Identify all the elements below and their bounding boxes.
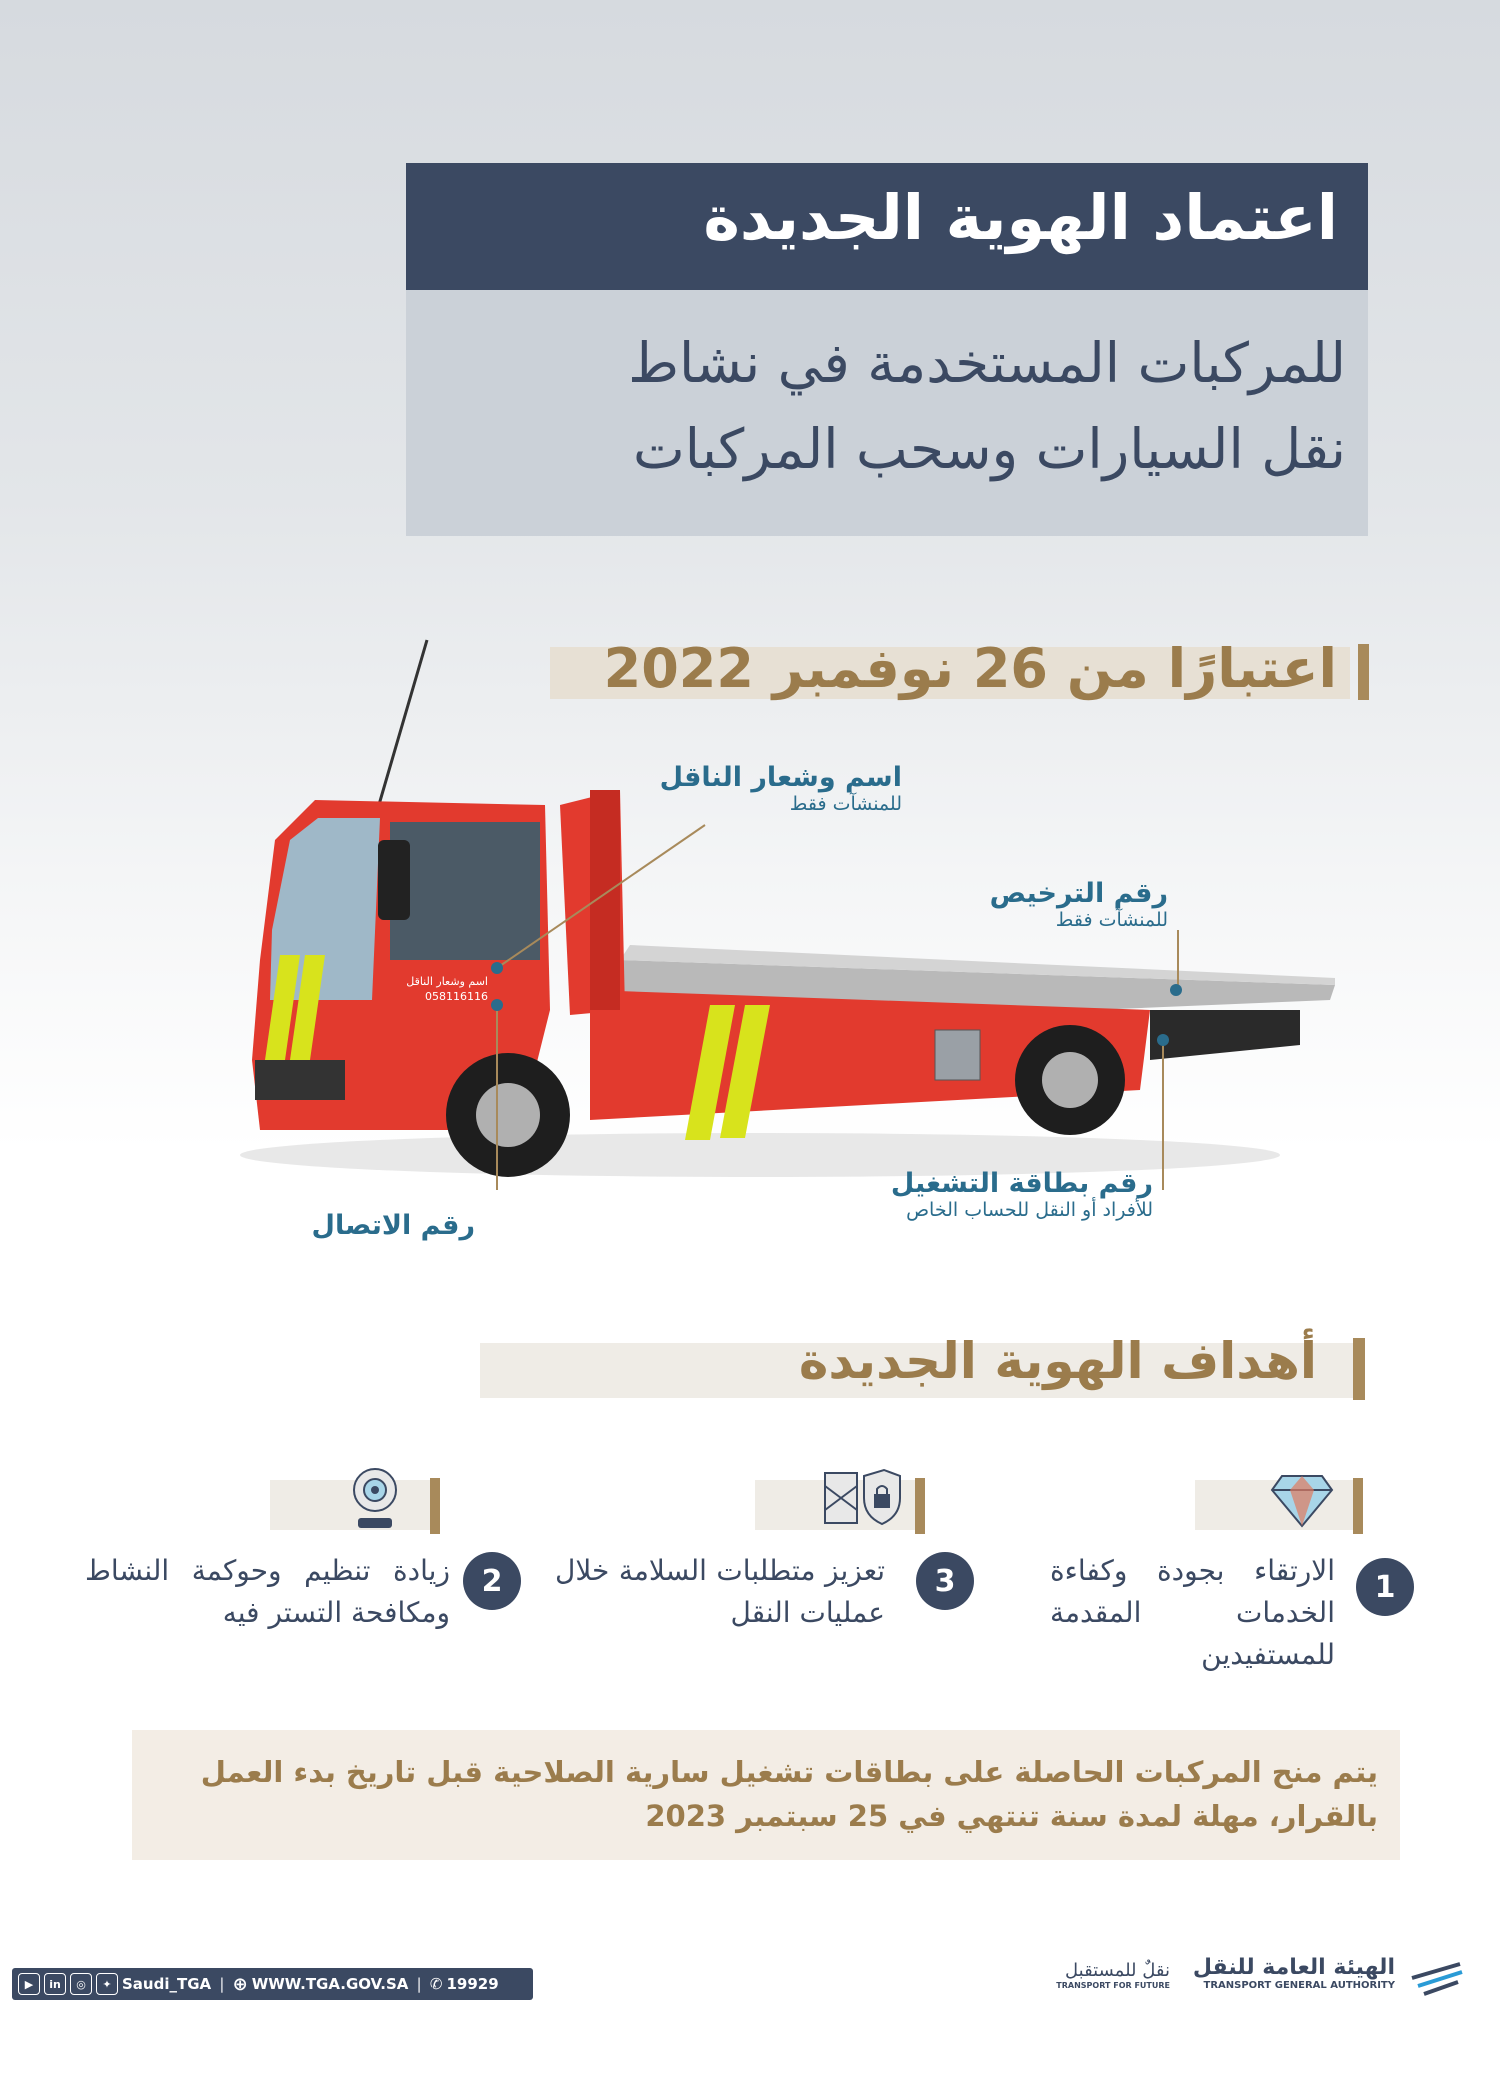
subtitle-line-1: للمركبات المستخدمة في نشاط	[628, 331, 1346, 395]
tow-truck-illustration	[240, 630, 1350, 1190]
webcam-icon	[350, 1466, 400, 1532]
authority-name-ar: الهيئة العامة للنقل	[1192, 1955, 1395, 1980]
phone-number[interactable]: 19929	[446, 1975, 499, 1993]
callout-carrier-title: اسم وشعار الناقل	[659, 762, 902, 793]
subtitle-line-2: نقل السيارات وسحب المركبات	[633, 417, 1346, 481]
footer-contact-bar	[12, 1968, 533, 2000]
goal-2-text: زيادة تنظيم وحوكمة النشاط ومكافحة التستر فيه	[85, 1554, 450, 1629]
note-box	[132, 1730, 1400, 1860]
goal-1-text: الارتقاء بجودة وكفاءة الخدمات المقدمة للمستفيدين	[1050, 1554, 1335, 1671]
subtitle-panel	[406, 290, 1368, 536]
callout-carrier-name	[502, 762, 902, 815]
slogan-logo-text	[1056, 1960, 1170, 1990]
twitter-icon[interactable]: ✦	[96, 1973, 118, 1995]
goals-accent-bar	[1353, 1338, 1365, 1400]
title-banner	[406, 163, 1368, 290]
goal-1-bar	[1353, 1478, 1363, 1534]
goal-1-number: 1	[1356, 1558, 1414, 1616]
callout-license-title: رقم الترخيص	[989, 878, 1168, 909]
goal-3-text: تعزيز متطلبات السلامة خلال عمليات النقل	[555, 1554, 885, 1629]
effective-date: اعتبارًا من 26 نوفمبر 2022	[603, 637, 1337, 700]
slogan-en: TRANSPORT FOR FUTURE	[1056, 1981, 1170, 1990]
callout-contact	[175, 1210, 475, 1241]
linkedin-icon[interactable]: in	[44, 1973, 66, 1995]
door-carrier-name: اسم وشعار الناقل	[406, 975, 488, 988]
divider: |	[416, 1975, 422, 1993]
callout-operating-card	[773, 1168, 1153, 1221]
authority-name-en: TRANSPORT GENERAL AUTHORITY	[1203, 1980, 1395, 1991]
divider: |	[219, 1975, 225, 1993]
callout-operating-sub: للأفراد أو النقل للحساب الخاص	[906, 1199, 1153, 1221]
callout-carrier-sub: للمنشآت فقط	[789, 793, 902, 815]
website-link[interactable]: WWW.TGA.GOV.SA	[251, 1975, 409, 1993]
authority-logo-text	[1193, 1955, 1395, 1991]
goal-2-bar	[430, 1478, 440, 1534]
callout-license	[808, 878, 1168, 931]
shield-lock-icon	[822, 1468, 902, 1528]
subtitle	[628, 320, 1346, 492]
instagram-icon[interactable]: ◎	[70, 1973, 92, 1995]
callout-operating-title: رقم بطاقة التشغيل	[890, 1168, 1153, 1199]
phone-icon: ✆	[429, 1975, 443, 1993]
callout-contact-title: رقم الاتصال	[311, 1210, 475, 1241]
date-accent-bar	[1358, 644, 1369, 700]
goal-2-number: 2	[463, 1552, 521, 1610]
grace-period-note: يتم منح المركبات الحاصلة على بطاقات تشغيل سارية الصلاحية قبل تاريخ بدء العمل بالقرار، مهلة لمدة سنة تنتهي في 25 سبتمبر 2023	[200, 1755, 1378, 1833]
diamond-icon	[1270, 1470, 1334, 1530]
slogan-ar: نقلٌ للمستقبل	[1065, 1960, 1170, 1981]
page-title: اعتماد الهوية الجديدة	[703, 181, 1338, 254]
goal-3-number: 3	[916, 1552, 974, 1610]
social-handle[interactable]: Saudi_TGA	[122, 1975, 212, 1993]
youtube-icon[interactable]: ▶	[18, 1973, 40, 1995]
globe-icon: ⊕	[232, 1973, 248, 1995]
callout-license-sub: للمنشآت فقط	[1055, 909, 1168, 931]
goal-3-bar	[915, 1478, 925, 1534]
tga-logo-icon	[1410, 1958, 1465, 1998]
goals-heading: أهداف الهوية الجديدة	[798, 1332, 1317, 1390]
door-contact-number: 058116116	[425, 990, 488, 1003]
